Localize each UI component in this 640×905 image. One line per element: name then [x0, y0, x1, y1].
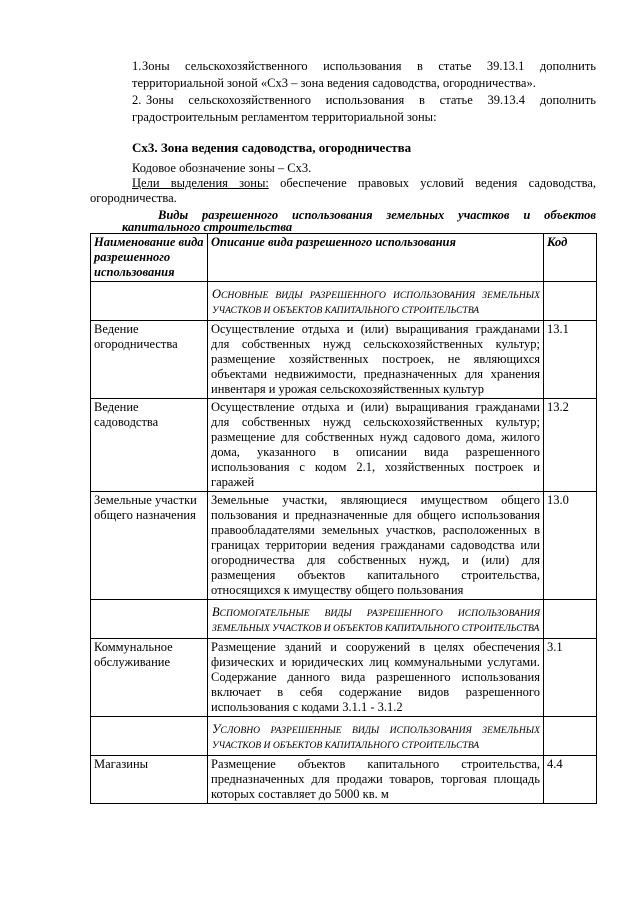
zone-heading: Сх3. Зона ведения садоводства, огородничества [132, 140, 412, 155]
section-empty-cell [91, 717, 208, 756]
list-number: 2. [132, 93, 142, 107]
section-empty-cell [91, 282, 208, 321]
table-section-row [91, 282, 597, 321]
goals-label: Цели выделения зоны: [132, 176, 269, 190]
section-title [208, 717, 544, 756]
use-name-cell: Коммунальное обслуживание [91, 639, 208, 717]
use-code-cell: 3.1 [544, 639, 597, 717]
section-title-initial: У [212, 722, 221, 736]
use-code-cell: 4.4 [544, 756, 597, 804]
table-row [91, 492, 597, 600]
table-row [91, 639, 597, 717]
section-title-initial: О [212, 287, 222, 301]
section-title-text: СПОМОГАТЕЛЬНЫЕ ВИДЫ РАЗРЕШЕННОГО ИСПОЛЬЗОВАНИЯ ЗЕМЕЛЬНЫХ УЧАСТКОВ И ОБЪЕКТОВ КАПИТАЛЬНОГО СТРОИТЕЛЬСТВА [212, 608, 540, 634]
zone-goals [90, 176, 596, 206]
table-caption [90, 209, 596, 233]
use-code-cell: 13.0 [544, 492, 597, 600]
section-title [208, 600, 544, 639]
list-item-2 [90, 92, 596, 126]
use-name-cell: Ведение огородничества [91, 321, 208, 399]
permitted-use-table [90, 233, 597, 804]
use-name-cell: Земельные участки общего назначения [91, 492, 208, 600]
table-section-row [91, 717, 597, 756]
zone-code-line: Кодовое обозначение зоны – Сх3. [132, 161, 312, 175]
section-title-initial: В [212, 605, 220, 619]
use-code-cell: 13.1 [544, 321, 597, 399]
section-empty-cell [544, 282, 597, 321]
table-row [91, 399, 597, 492]
header-description: Описание вида разрешенного использования [208, 234, 544, 282]
section-title-text: СЛОВНО РАЗРЕШЕННЫЕ ВИДЫ ИСПОЛЬЗОВАНИЯ ЗЕМЕЛЬНЫХ УЧАСТКОВ И ОБЪЕКТОВ КАПИТАЛЬНОГО СТРОИТЕЛЬСТВА [212, 725, 540, 751]
table-row [91, 321, 597, 399]
list-item-text-cont: территориальной зоной «Сх3 – зона ведения садоводства, огородничества». [132, 76, 536, 90]
list-item-text: Зоны сельскохозяйственного использования в статье 39.13.4 дополнить [146, 93, 596, 107]
list-item-text: Зоны сельскохозяйственного использования в статье 39.13.1 дополнить [142, 59, 596, 73]
list-item-1 [90, 58, 596, 92]
goals-text-cont: огородничества. [90, 191, 177, 205]
use-name-cell: Магазины [91, 756, 208, 804]
use-description-cell: Осуществление отдыха и (или) выращивания гражданами для собственных нужд сельскохозяйственных культур; размещение для собственных нужд садового дома, жилого дома, указанного в описании вида разрешенного использования с кодом 2.1, хозяйственных построек и гаражей [208, 399, 544, 492]
section-title-text: СНОВНЫЕ ВИДЫ РАЗРЕШЕННОГО ИСПОЛЬЗОВАНИЯ ЗЕМЕЛЬНЫХ УЧАСТКОВ И ОБЪЕКТОВ КАПИТАЛЬНОГО СТРОИТЕЛЬСТВА [212, 290, 540, 316]
use-code-cell: 13.2 [544, 399, 597, 492]
use-description-cell: Размещение объектов капитального строительства, предназначенных для продажи товаров, торговая площадь которых составляет до 5000 кв. м [208, 756, 544, 804]
table-section-row [91, 600, 597, 639]
header-name: Наименование вида разрешенного использования [91, 234, 208, 282]
section-title [208, 282, 544, 321]
table-header-row [91, 234, 597, 282]
use-description-cell: Осуществление отдыха и (или) выращивания гражданами для собственных нужд сельскохозяйственных культур; размещение хозяйственных построек, не являющихся объектами недвижимости, предназначенных для хранения инвентаря и урожая сельскохозяйственных культур [208, 321, 544, 399]
goals-text: обеспечение правовых условий ведения садоводства, [268, 176, 596, 190]
list-number: 1. [132, 59, 142, 73]
section-empty-cell [91, 600, 208, 639]
section-empty-cell [544, 600, 597, 639]
header-code: Код [544, 234, 597, 282]
table-row [91, 756, 597, 804]
document-page [90, 58, 596, 804]
section-empty-cell [544, 717, 597, 756]
use-description-cell: Земельные участки, являющиеся имуществом общего пользования и предназначенные для общего использования правообладателями земельных участков, расположенных в границах территории ведения гражданами садоводства или огородничества для собственных нужд, и (или) для размещения объектов капитального строительства, относящихся к имуществу общего пользования [208, 492, 544, 600]
use-description-cell: Размещение зданий и сооружений в целях обеспечения физических и юридических лиц коммунальными услугами. Содержание данного вида разрешенного использования включает в себя содержание видов разрешенного использования с кодами 3.1.1 - 3.1.2 [208, 639, 544, 717]
list-item-text-cont: градостроительным регламентом территориальной зоны: [132, 110, 437, 124]
use-name-cell: Ведение садоводства [91, 399, 208, 492]
caption-line-2: капитального строительства [122, 220, 293, 234]
caption-line-1: Виды разрешенного использования земельных участков и объектов [158, 208, 596, 222]
